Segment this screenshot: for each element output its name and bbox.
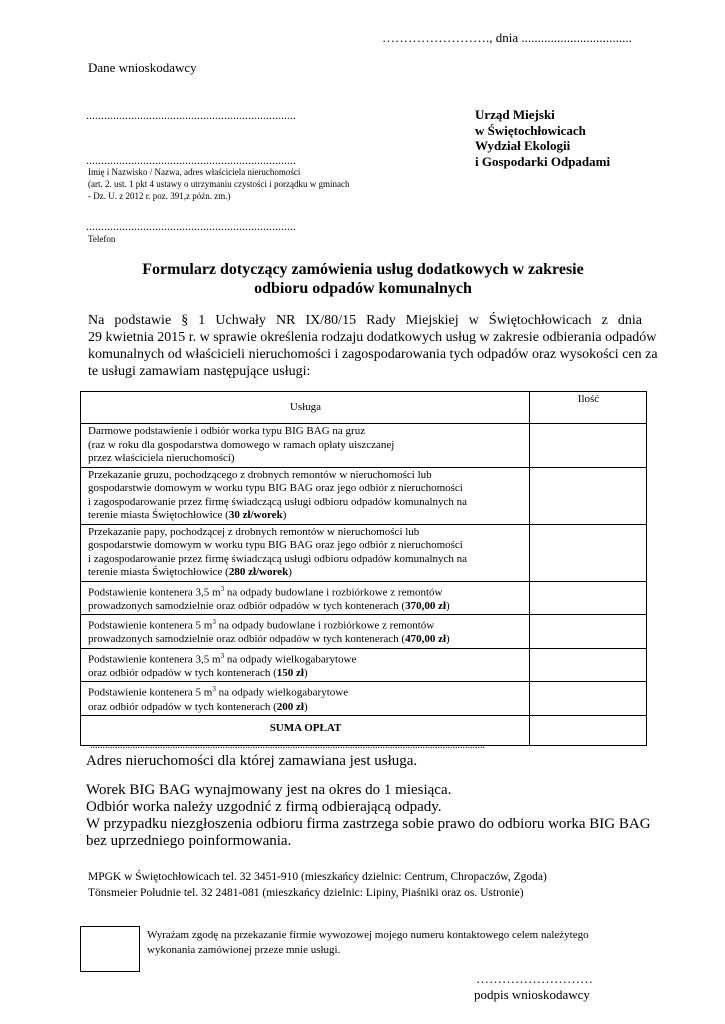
column-header-service: Usługa (81, 392, 530, 424)
table-header-row (81, 392, 647, 424)
service-text-part: Podstawienie kontenera 5 m (88, 687, 213, 700)
recipient-line-1: Urząd Miejski (475, 107, 555, 122)
service-text (88, 683, 523, 700)
intro-paragraph (88, 312, 658, 380)
service-text-part: na odpady budowlane i rozbiórkowe z remontów (215, 619, 435, 632)
quantity-cell[interactable] (530, 424, 647, 468)
service-text (88, 509, 523, 523)
service-text: Przekazanie gruzu, pochodzącego z drobnych remontów w nieruchomości lub (88, 468, 432, 481)
service-cell (81, 682, 530, 716)
service-text-part: ) (446, 599, 450, 612)
quantity-cell[interactable] (530, 581, 647, 615)
service-text (88, 616, 523, 633)
service-text (88, 701, 523, 715)
signature-field[interactable]: ……………………… (476, 971, 593, 986)
consent-line-2: wykonania zamówionej przeze mnie usługi. (147, 944, 341, 956)
service-text (88, 633, 523, 647)
info-line-1: Worek BIG BAG wynajmowany jest na okres do 1 miesiąca. (86, 782, 452, 798)
service-text: Przekazanie papy, pochodzącej z drobnych remontów w nieruchomości lub (88, 525, 420, 538)
contact-line-2: Tönsmeier Południe tel. 32 2481-081 (mieszkańcy dzielnic: Lipiny, Piaśniki oraz os. Ustronie) (88, 887, 524, 899)
service-text-part: Podstawienie kontenera 3,5 m (88, 653, 221, 666)
service-text (88, 583, 523, 600)
service-text-part: ) (288, 566, 292, 578)
form-title-line-1: Formularz dotyczący zamówienia usług dodatkowych w zakresie (142, 261, 584, 278)
service-price: 200 zł (276, 700, 304, 713)
service-text (88, 566, 523, 580)
service-text-part: oraz odbiór odpadów w tych kontenerach ( (88, 700, 277, 713)
consent-line-1: Wyrażam zgodę na przekazanie firmie wywozowej mojego numeru kontaktowego celem należytego (147, 929, 589, 941)
recipient-line-2: w Świętochłowicach (475, 122, 586, 138)
quantity-cell[interactable] (530, 615, 647, 649)
applicant-name-caption: Imię i Nazwisko / Nazwa, adres właściciela nieruchomości (88, 167, 301, 177)
service-text: i zagospodarowanie przez firmę świadczącą usługi odbioru odpadów komunalnych na (88, 495, 468, 508)
info-line-4: bez uprzedniego poinformowania. (86, 833, 292, 849)
intro-line-3: komunalnych od właścicieli nieruchomości i zagospodarowania tych odpadów oraz wysokości cen za (88, 347, 658, 362)
legal-note-line-2: - Dz. U. z 2012 r. poz. 391,z późn. zm.) (88, 191, 231, 201)
service-price: 370,00 zł (405, 599, 447, 612)
applicant-address-field[interactable]: ...................................................................... (86, 153, 296, 167)
consent-text (147, 928, 589, 958)
service-cell (81, 467, 530, 524)
service-text-part: prowadzonych samodzielnie oraz odbiór odpadów w tych kontenerach ( (88, 633, 406, 646)
service-text (88, 667, 523, 681)
info-block (86, 782, 651, 850)
quantity-cell[interactable] (530, 524, 647, 581)
service-text-part: na odpady wielkogabarytowe (215, 687, 349, 700)
table-row (81, 648, 647, 682)
phone-field[interactable]: ...................................................................... (86, 219, 296, 233)
service-text: przez właściciela nieruchomości) (88, 452, 235, 464)
property-address-field[interactable]: .............................................................................................................................................................. (90, 740, 485, 751)
recipient-line-3: Wydział Ekologii (475, 138, 571, 153)
service-price: 470,00 zł (405, 633, 447, 646)
recipient-line-4: i Gospodarki Odpadami (475, 153, 611, 169)
quantity-cell[interactable] (530, 648, 647, 682)
service-text: (raz w roku dla gospodarstwa domowego w ramach opłaty uiszczanej (88, 438, 395, 451)
superscript: 3 (212, 685, 216, 694)
quantity-cell[interactable] (530, 467, 647, 524)
service-text-part: terenie miasta Świętochłowice ( (88, 509, 229, 521)
service-cell (81, 615, 530, 649)
service-price: 150 zł (276, 666, 304, 679)
signature-caption: podpis wnioskodawcy (474, 987, 590, 1002)
service-text-part: ) (303, 700, 308, 713)
table-row (81, 615, 647, 649)
service-text (88, 650, 523, 667)
recipient-address (475, 107, 610, 169)
quantity-cell[interactable] (530, 682, 647, 716)
service-text-part: terenie miasta Świętochłowice ( (88, 566, 229, 578)
service-text-part: na odpady wielkogabarytowe (224, 653, 357, 666)
consent-checkbox[interactable] (80, 926, 140, 972)
service-text-part: Podstawienie kontenera 5 m (88, 619, 213, 632)
column-header-quantity: Ilość (530, 392, 647, 424)
table-row (81, 424, 647, 468)
service-text-part: prowadzonych samodzielnie oraz odbiór odpadów w tych kontenerach ( (88, 599, 406, 612)
sum-label: SUMA OPŁAT (81, 716, 530, 746)
superscript: 3 (220, 651, 225, 660)
service-cell (81, 648, 530, 682)
service-text-part: oraz odbiór odpadów w tych kontenerach ( (88, 666, 277, 679)
service-text-part: na odpady budowlane i rozbiórkowe z remontów (224, 586, 443, 599)
service-cell (81, 524, 530, 581)
service-text-part: ) (282, 509, 287, 521)
property-address-caption: Adres nieruchomości dla której zamawiana jest usługa. (86, 753, 418, 769)
legal-note-line-1: (art. 2. ust. 1 pkt 4 ustawy o utrzymaniu czystości i porządku w gminach (88, 179, 350, 189)
service-text (88, 600, 523, 614)
contact-block (88, 869, 547, 901)
table-row (81, 581, 647, 615)
form-title (80, 260, 646, 298)
intro-line-4: te usługi zamawiam następujące usługi: (88, 364, 311, 379)
superscript: 3 (220, 584, 225, 593)
superscript: 3 (212, 618, 216, 627)
service-text-part: ) (303, 666, 308, 679)
service-text: i zagospodarowanie przez firmę świadczącą usługi odbioru odpadów komunalnych na (88, 552, 468, 565)
info-line-3: W przypadku niezgłoszenia odbioru firma zastrzega sobie prawo do odbioru worka BIG BAG (86, 816, 651, 832)
table-row (81, 524, 647, 581)
intro-line-2: 29 kwietnia 2015 r. w sprawie określenia rodzaju dodatkowych usług w zakresie odbierania odpadów (88, 330, 657, 345)
contact-line-1: MPGK w Świętochłowicach tel. 32 3451-910 (mieszkańcy dzielnic: Centrum, Chropaczów, Zgoda) (88, 871, 547, 883)
service-text: gospodarstwie domowym w worku typu BIG BAG oraz jego odbiór z nieruchomości (88, 539, 463, 551)
services-table (80, 391, 647, 746)
form-title-line-2: odbioru odpadów komunalnych (254, 280, 472, 297)
place-date-line[interactable]: ……………………., dnia .................................. (382, 30, 632, 45)
service-text: Darmowe podstawienie i odbiór worka typu BIG BAG na gruz (88, 425, 366, 437)
applicant-data-label: Dane wnioskodawcy (88, 60, 197, 75)
table-row (81, 467, 647, 524)
applicant-name-field[interactable]: ...................................................................... (86, 108, 296, 122)
intro-line-1: Na podstawie § 1 Uchwały NR IX/80/15 Rady Miejskiej w Świętochłowicach z dnia (88, 313, 642, 328)
info-line-2: Odbiór worka należy uzgodnić z firmą odbierającą odpady. (86, 799, 442, 815)
service-cell (81, 581, 530, 615)
service-price: 30 zł/worek (228, 509, 283, 521)
service-text: gospodarstwie domowym w worku typu BIG BAG oraz jego odbiór z nieruchomości (88, 482, 463, 494)
table-row (81, 682, 647, 716)
service-cell (81, 424, 530, 468)
service-price: 280 zł/worek (228, 566, 289, 578)
service-text-part: ) (446, 633, 450, 646)
service-text-part: Podstawienie kontenera 3,5 m (88, 586, 221, 599)
phone-caption: Telefon (88, 234, 116, 244)
